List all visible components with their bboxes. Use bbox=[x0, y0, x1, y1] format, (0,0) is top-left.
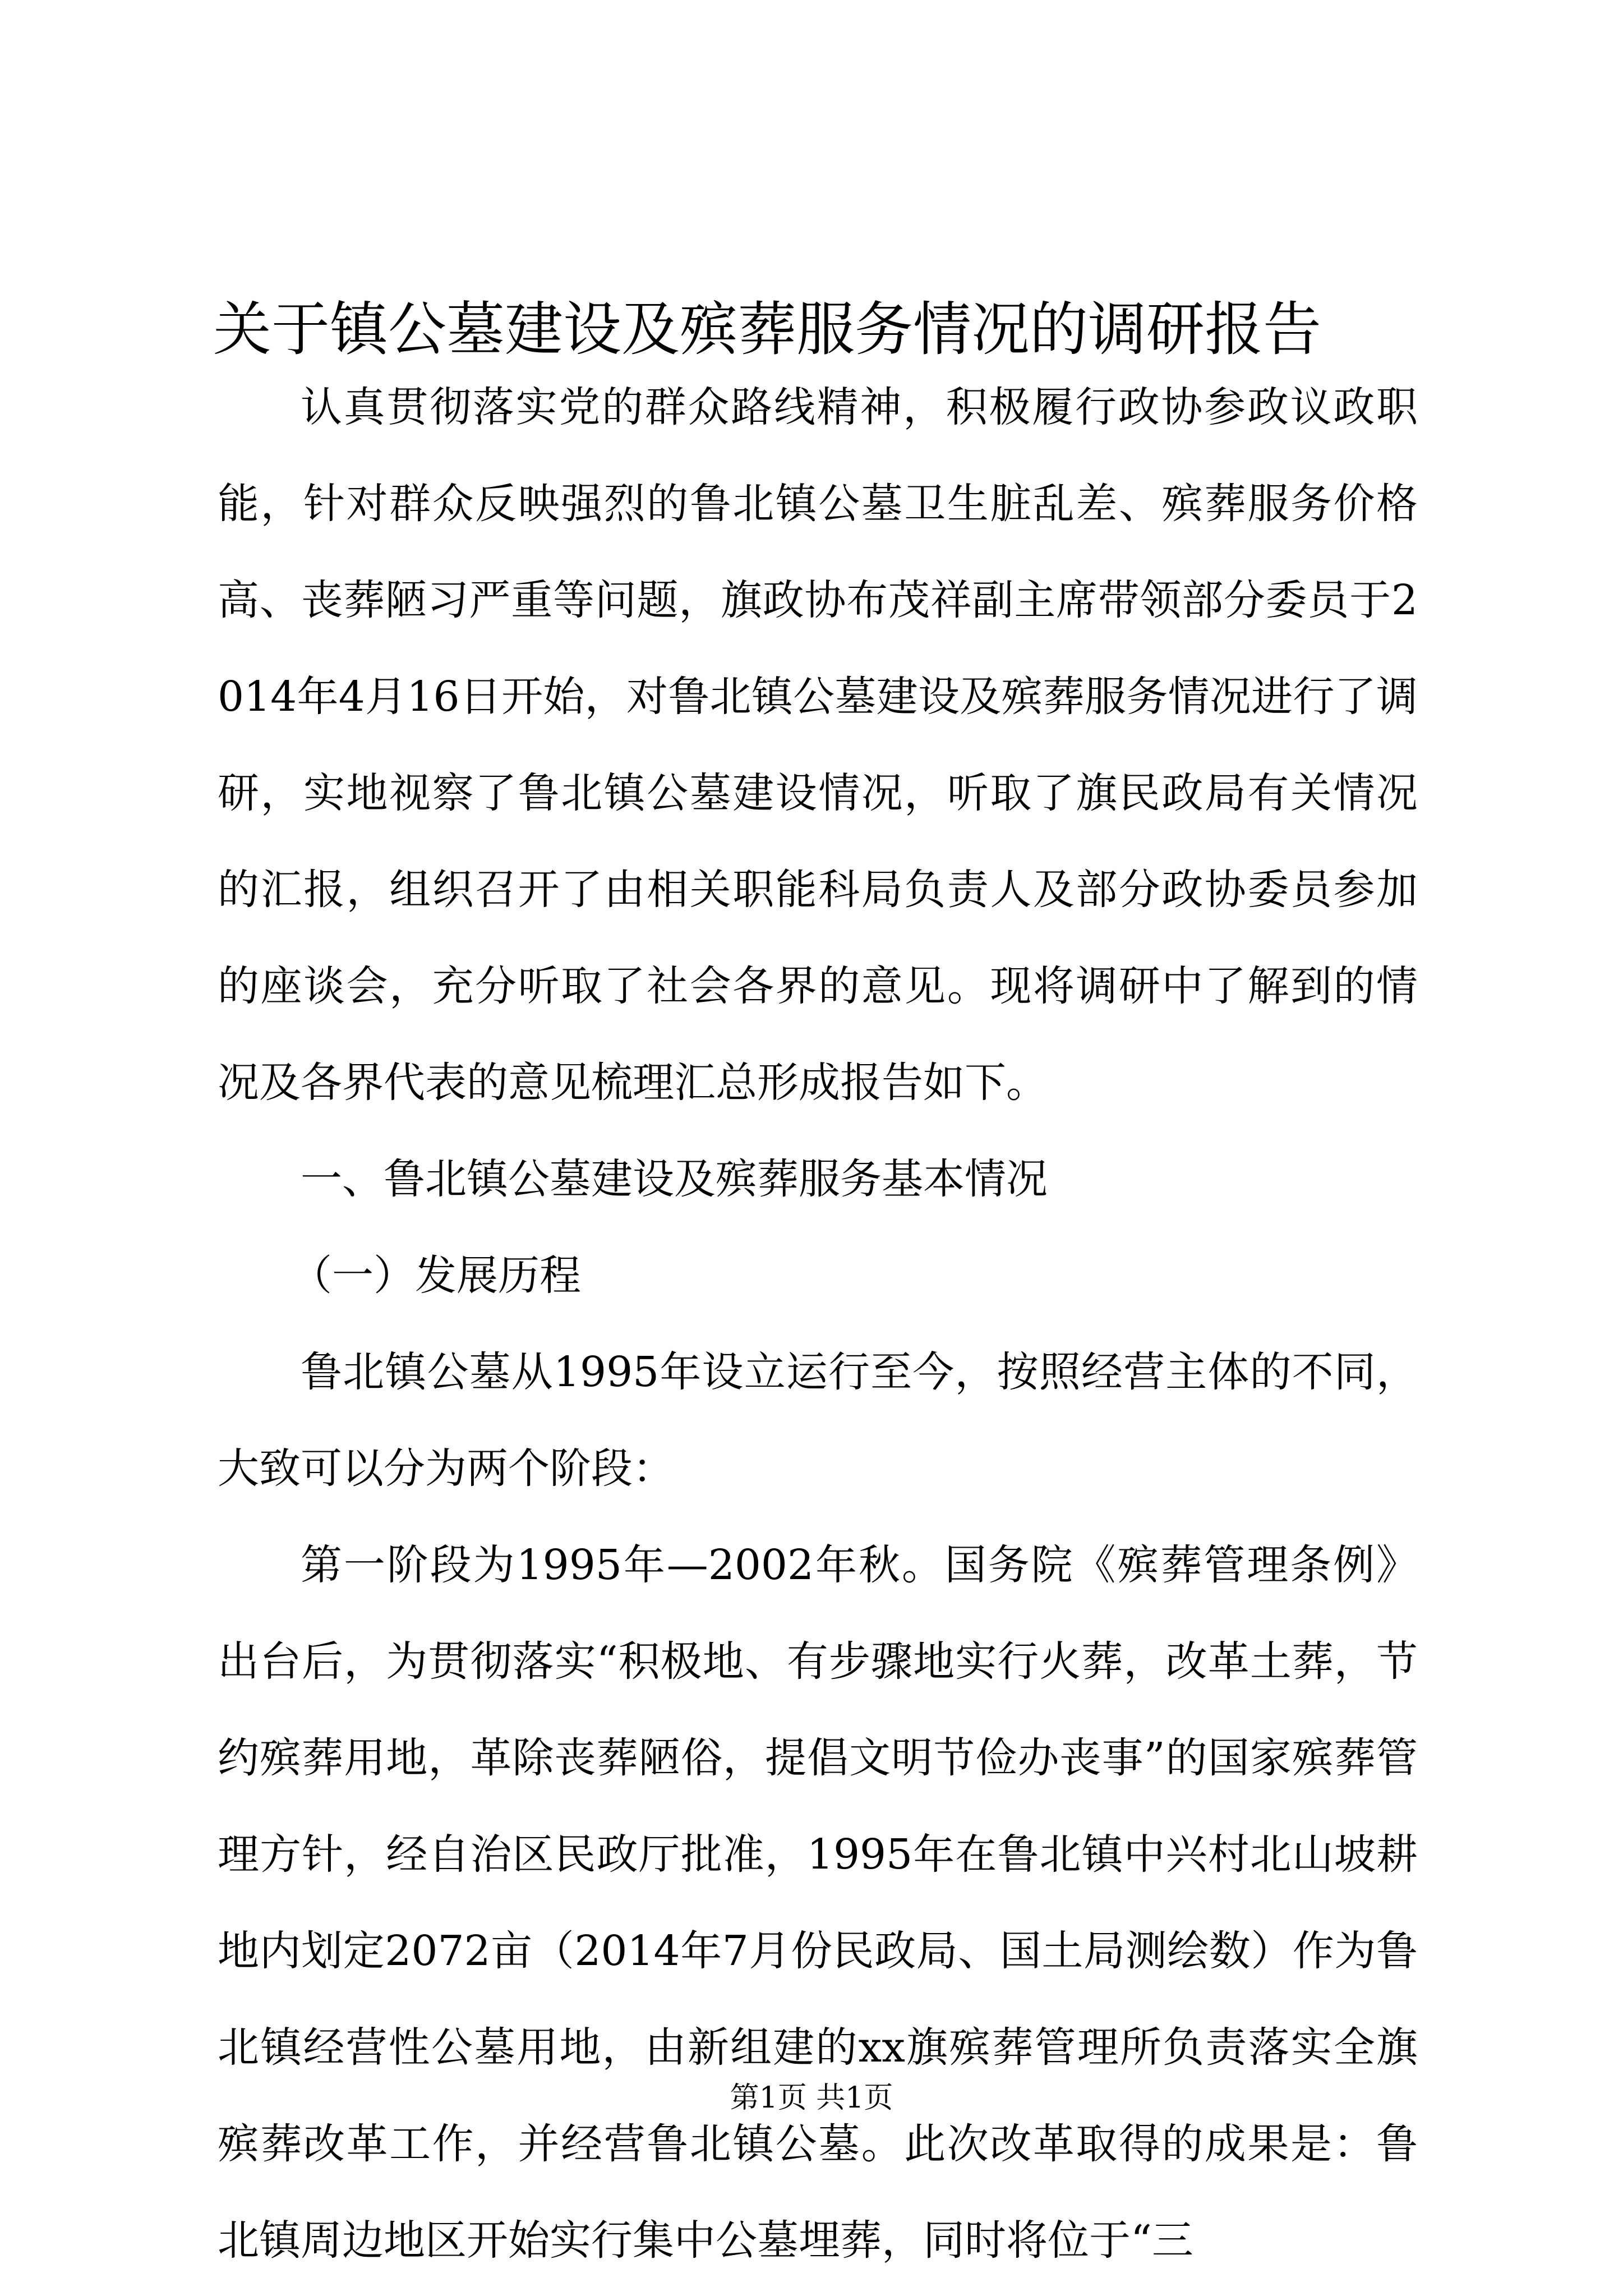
body-paragraph: 第一阶段为1995年—2002年秋。国务院《殡葬管理条例》出台后，为贯彻落实“积极地、有步骤地实行火葬，改革土葬，节约殡葬用地，革除丧葬陋俗，提倡文明节俭办丧事”的国家殡葬管理方针，经自治区民政厅批准，1995年在鲁北镇中兴村北山坡耕地内划定2072亩（2014年7月份民政局、国土局测绘数）作为鲁北镇经营性公墓用地，由新组建的xx旗殡葬管理所负责落实全旗殡葬改革工作，并经营鲁北镇公墓。此次改革取得的成果是：鲁北镇周边地区开始实行集中公墓埋葬，同时将位于“三 bbox=[218, 1541, 1418, 2265]
page-footer: 第1页 共1页 bbox=[730, 2081, 893, 2115]
body-paragraph: 鲁北镇公墓从1995年设立运行至今，按照经营主体的不同，大致可以分为两个阶段： bbox=[218, 1348, 1418, 1493]
document-title: 关于镇公墓建设及殡葬服务情况的调研报告 bbox=[213, 295, 1322, 364]
intro-paragraph: 认真贯彻落实党的群众路线精神，积极履行政协参政议政职能，针对群众反映强烈的鲁北镇公墓卫生脏乱差、殡葬服务价格高、丧葬陋习严重等问题，旗政协布茂祥副主席带领部分委员于2014年4月16日开始，对鲁北镇公墓建设及殡葬服务情况进行了调研，实地视察了鲁北镇公墓建设情况，听取了旗民政局有关情况的汇报，组织召开了由相关职能科局负责人及部分政协委员参加的座谈会，充分听取了社会各界的意见。现将调研中了解到的情况及各界代表的意见梳理汇总形成报告如下。 bbox=[218, 383, 1418, 1107]
subsection-heading: （一）发展历程 bbox=[291, 1251, 581, 1300]
section-heading: 一、鲁北镇公墓建设及殡葬服务基本情况 bbox=[301, 1155, 1048, 1203]
document-body bbox=[218, 359, 1418, 2289]
